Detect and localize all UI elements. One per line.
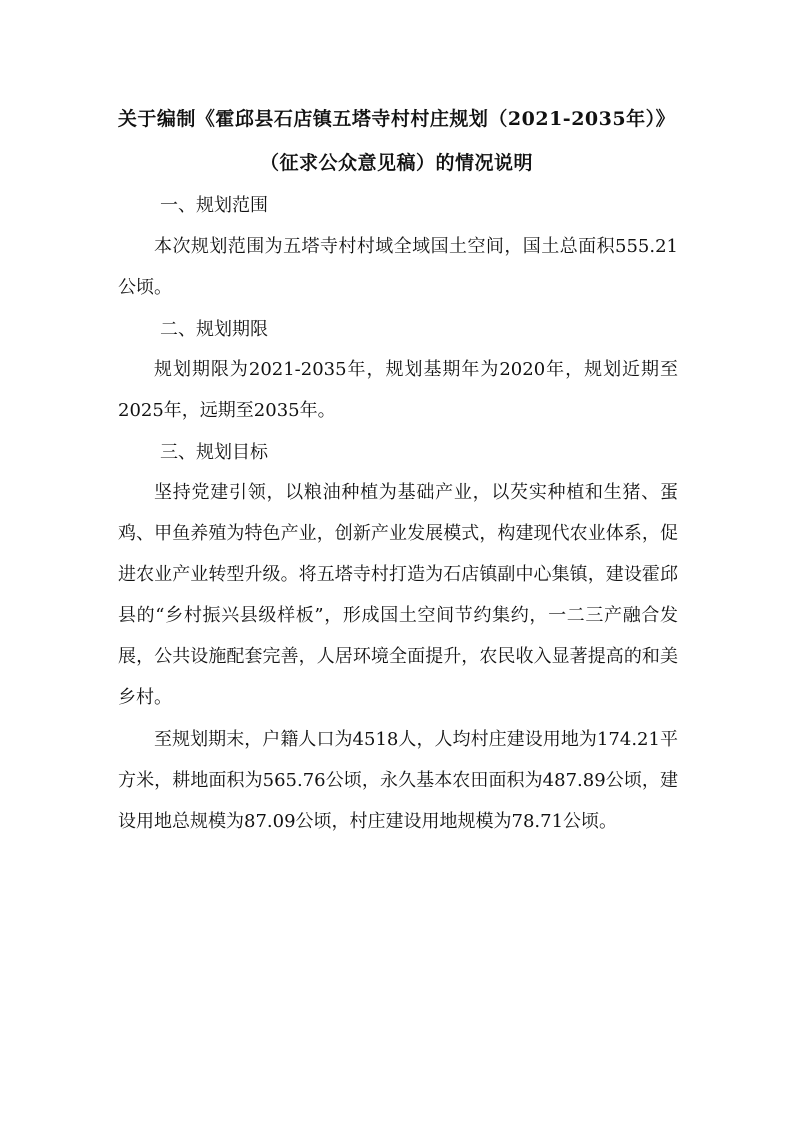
section-heading-goals: 三、规划目标 bbox=[160, 442, 268, 463]
section-heading-scope: 一、规划范围 bbox=[160, 195, 268, 216]
section-paragraph-scope: 本次规划范围为五塔寺村村域全域国土空间，国土总面积555.21公顷。 bbox=[118, 236, 678, 298]
section-heading-period: 二、规划期限 bbox=[160, 319, 268, 340]
section-paragraph-goals: 坚持党建引领，以粮油种植为基础产业，以芡实种植和生猪、蛋鸡、甲鱼养殖为特色产业，创新产业发展模式，构建现代农业体系，促进农业产业转型升级。将五塔寺村打造为石店镇副中心集镇，建设霍邱县的“乡村振兴县级样板”，形成国土空间节约集约，一二三产融合发展，公共设施配套完善，人居环境全面提升，农民收入显著提高的和美乡村。 bbox=[118, 482, 678, 708]
section-paragraph-targets: 至规划期末，户籍人口为4518人，人均村庄建设用地为174.21平方米，耕地面积为565.76公顷，永久基本农田面积为487.89公顷，建设用地总规模为87.09公顷，村庄建设用地规模为78.71公顷。 bbox=[118, 729, 678, 832]
document-subtitle: （征求公众意见稿）的情况说明 bbox=[259, 152, 533, 174]
document-title: 关于编制《霍邱县石店镇五塔寺村村庄规划（2021-2035年）》 bbox=[117, 108, 676, 130]
section-paragraph-period: 规划期限为2021-2035年，规划基期年为2020年，规划近期至2025年，远期至2035年。 bbox=[118, 359, 678, 421]
